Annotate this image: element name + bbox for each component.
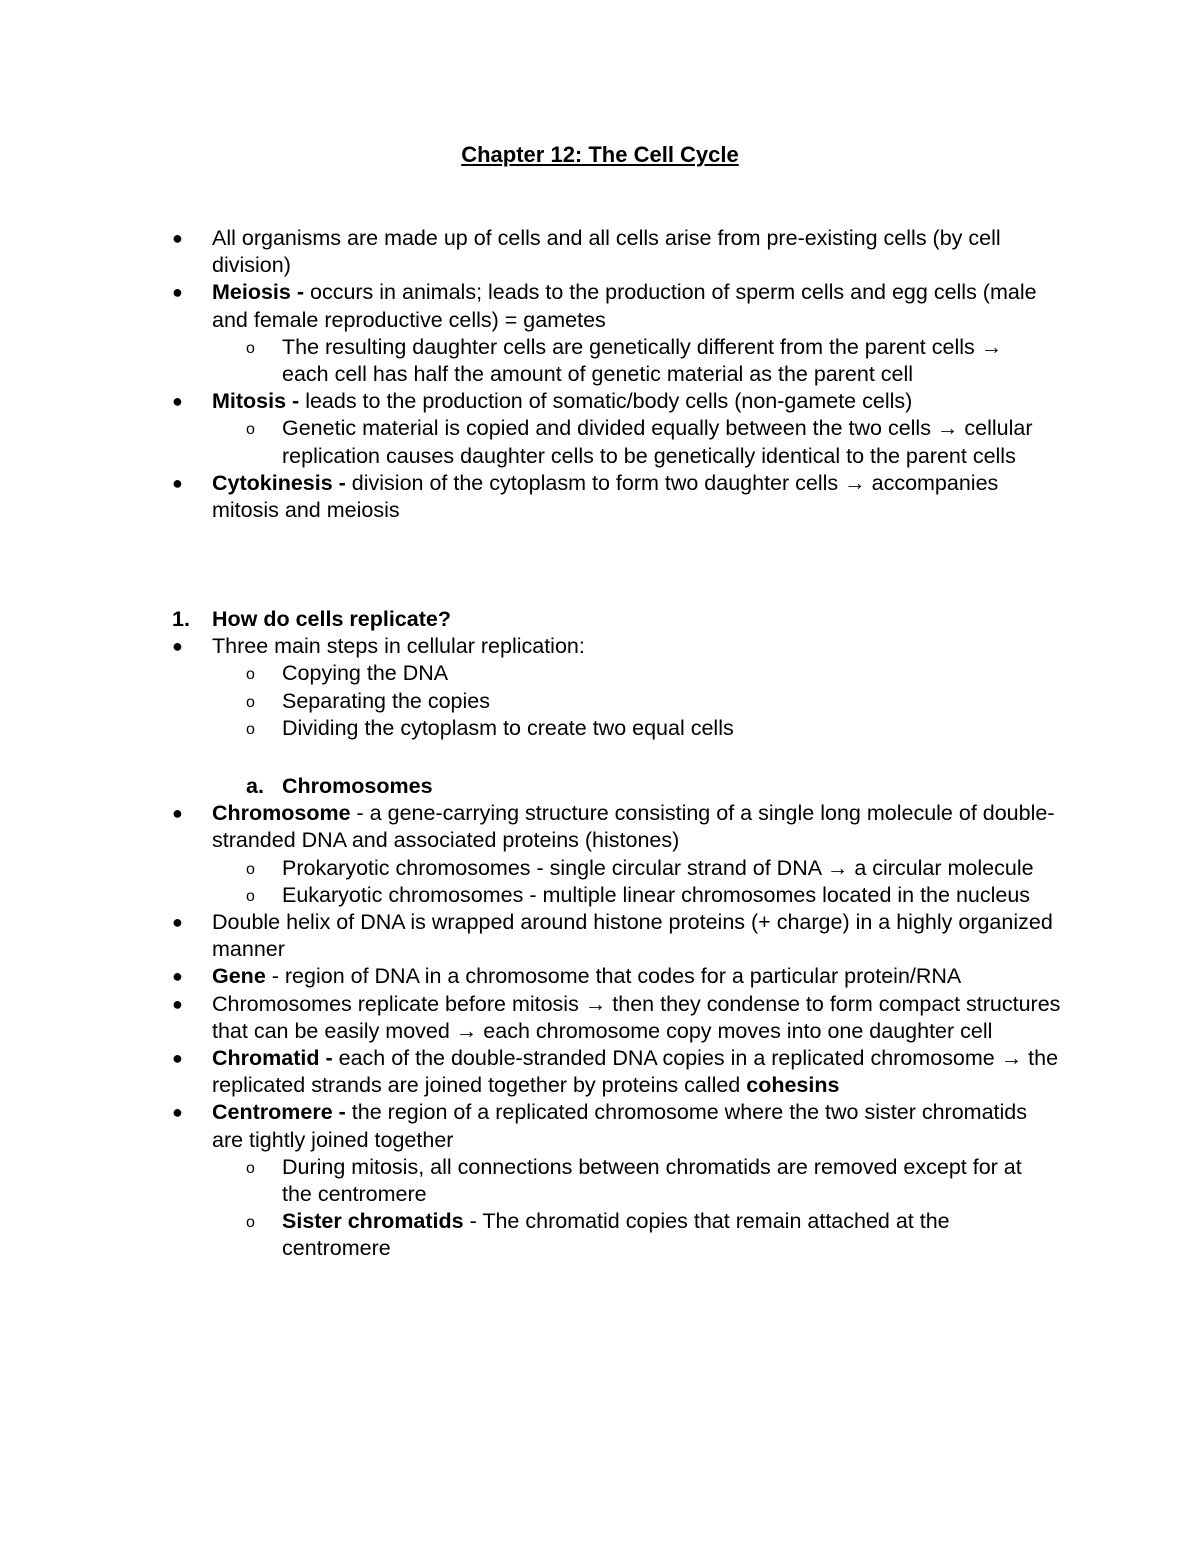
- intro-list: [0, 225, 1200, 524]
- bullet-icon: ●: [172, 391, 183, 412]
- term-meiosis: Meiosis: [212, 280, 291, 305]
- bullet-icon: ●: [172, 1102, 183, 1123]
- section-number: 1.: [172, 607, 190, 631]
- term-centromere: Centromere -: [212, 1100, 352, 1125]
- bullet-icon: ●: [172, 1048, 183, 1069]
- list-item: ● Three main steps in cellular replication:: [0, 633, 1062, 660]
- page-title: Chapter 12: The Cell Cycle: [461, 142, 739, 167]
- bullet-icon: ●: [172, 966, 183, 987]
- term-cohesins: cohesins: [746, 1073, 840, 1098]
- bullet-icon: ●: [172, 282, 183, 303]
- sub-list-item: o Copying the DNA: [0, 660, 1052, 687]
- sub-list-item: o Dividing the cytoplasm to create two equal cells: [0, 715, 1052, 742]
- sub-list-item: o Eukaryotic chromosomes - multiple linear chromosomes located in the nucleus: [0, 882, 1052, 909]
- bullet-icon: ●: [172, 993, 183, 1014]
- list-item: ● Chromosomes replicate before mitosis → then they condense to form compact structures that can be easily moved → each chromosome copy moves into one daughter cell: [172, 991, 1061, 1043]
- list-item: ● Cytokinesis - division of the cytoplasm to form two daughter cells → accompanies mitosis and meiosis: [172, 470, 999, 523]
- bullet-icon: ●: [172, 472, 183, 493]
- circle-bullet-icon: o: [246, 720, 255, 738]
- bullet-icon: ●: [172, 803, 183, 824]
- circle-bullet-icon: o: [246, 860, 255, 878]
- list-item: ● Gene - region of DNA in a chromosome that codes for a particular protein/RNA: [0, 963, 1062, 990]
- term-mitosis: Mitosis: [212, 389, 287, 414]
- section-1a: [0, 773, 1200, 1263]
- sub-list-item: o Separating the copies: [0, 688, 1052, 715]
- circle-bullet-icon: o: [246, 1159, 255, 1177]
- sub-list-item: o During mitosis, all connections between chromatids are removed except for at the centromere: [246, 1154, 1022, 1207]
- subsection-letter: a.: [246, 774, 264, 798]
- list-item: ● All organisms are made up of cells and all cells arise from pre-existing cells (by cell division): [172, 226, 1001, 278]
- sub-list-item: o Sister chromatids - The chromatid copies that remain attached at the centromere: [246, 1209, 950, 1261]
- term-gene: Gene: [212, 964, 266, 989]
- circle-bullet-icon: o: [246, 666, 255, 684]
- term-cytokinesis: Cytokinesis: [212, 470, 333, 495]
- list-item: ● Mitosis - leads to the production of somatic/body cells (non-gamete cells): [0, 388, 1062, 415]
- bullet-icon: ●: [172, 636, 183, 657]
- term-chromatid: Chromatid -: [212, 1046, 339, 1071]
- section-heading: 1. How do cells replicate?: [0, 606, 1062, 633]
- list-item: ● Centromere - the region of a replicated chromosome where the two sister chromatids are tightly joined together: [172, 1100, 1027, 1152]
- sub-list-item: o Genetic material is copied and divided equally between the two cells → cellular replication causes daughter cells to be genetically identical to the parent cells: [246, 416, 1033, 468]
- term-sister-chromatids: Sister chromatids: [282, 1209, 464, 1234]
- list-item: ● Meiosis - occurs in animals; leads to the production of sperm cells and egg cells (male and female reproductive cells) = gametes: [172, 280, 1037, 332]
- circle-bullet-icon: o: [246, 693, 255, 711]
- list-item: ● Double helix of DNA is wrapped around histone proteins (+ charge) in a highly organized manner: [172, 910, 1053, 962]
- sub-list-item: o Prokaryotic chromosomes - single circular strand of DNA → a circular molecule: [0, 855, 1052, 882]
- term-chromosome: Chromosome: [212, 801, 351, 826]
- bullet-icon: ●: [172, 912, 183, 933]
- circle-bullet-icon: o: [246, 1214, 255, 1232]
- list-item: ● Chromosome - a gene-carrying structure consisting of a single long molecule of double-stranded DNA and associated proteins (histones): [172, 801, 1055, 853]
- list-item: ● Chromatid - each of the double-stranded DNA copies in a replicated chromosome → the replicated strands are joined together by proteins called cohesins: [172, 1046, 1059, 1098]
- sub-list-item: o The resulting daughter cells are genetically different from the parent cells → each cell has half the amount of genetic material as the parent cell: [246, 334, 1003, 387]
- circle-bullet-icon: o: [246, 339, 255, 357]
- section-1: [0, 606, 1200, 742]
- bullet-icon: ●: [172, 228, 183, 248]
- subsection-heading: a. Chromosomes: [0, 773, 1052, 800]
- circle-bullet-icon: o: [246, 887, 255, 905]
- circle-bullet-icon: o: [246, 421, 255, 439]
